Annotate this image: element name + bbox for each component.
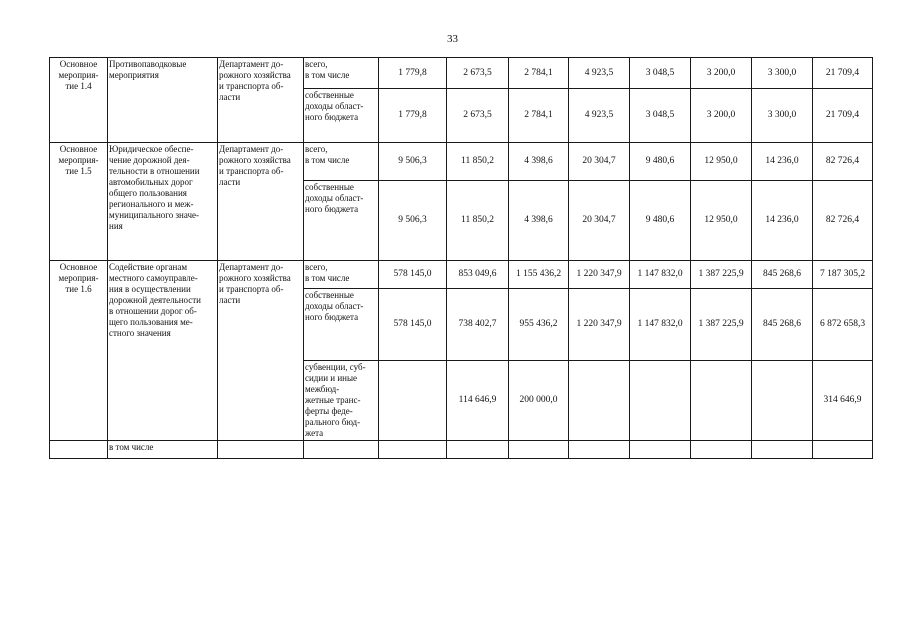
amount-cell: 7 187 305,2 (813, 261, 873, 289)
amount-cell: 1 220 347,9 (569, 289, 630, 361)
funding-source-cell: собственные доходы област- ного бюджета (304, 289, 379, 361)
funding-source-cell: собственные доходы област- ного бюджета (304, 89, 379, 143)
amount-cell (752, 441, 813, 459)
activity-name-cell: Юридическое обеспе- чение дорожной дея- тельности в отношении автомобильных дорог общего пользования регионального и меж- муниципального значе- ния (108, 143, 218, 261)
amount-cell: 578 145,0 (379, 261, 447, 289)
amount-cell: 1 220 347,9 (569, 261, 630, 289)
amount-cell: 20 304,7 (569, 181, 630, 261)
amount-cell: 9 506,3 (379, 143, 447, 181)
amount-cell: 1 147 832,0 (630, 289, 691, 361)
executor-cell: Департамент до- рожного хозяйства и транспорта об- ласти (218, 261, 304, 441)
amount-cell: 4 923,5 (569, 58, 630, 89)
amount-cell: 82 726,4 (813, 143, 873, 181)
funding-source-cell: собственные доходы област- ного бюджета (304, 181, 379, 261)
amount-cell (379, 361, 447, 441)
amount-cell: 9 480,6 (630, 143, 691, 181)
funding-source-cell: всего, в том числе (304, 58, 379, 89)
amount-cell (752, 361, 813, 441)
amount-cell: 3 200,0 (691, 58, 752, 89)
amount-cell (509, 441, 569, 459)
amount-cell: 11 850,2 (447, 181, 509, 261)
amount-cell: 14 236,0 (752, 143, 813, 181)
footer-executor-cell (218, 441, 304, 459)
budget-table (49, 57, 873, 459)
amount-cell: 21 709,4 (813, 58, 873, 89)
table-row (50, 143, 873, 181)
activity-code-cell: Основное мероприя- тие 1.6 (50, 261, 108, 441)
funding-source-cell: всего, в том числе (304, 143, 379, 181)
footer-code-cell (50, 441, 108, 459)
amount-cell: 1 147 832,0 (630, 261, 691, 289)
amount-cell: 21 709,4 (813, 89, 873, 143)
amount-cell: 853 049,6 (447, 261, 509, 289)
executor-cell: Департамент до- рожного хозяйства и транспорта об- ласти (218, 143, 304, 261)
amount-cell: 9 480,6 (630, 181, 691, 261)
amount-cell (569, 441, 630, 459)
amount-cell (379, 441, 447, 459)
amount-cell (447, 441, 509, 459)
amount-cell: 4 923,5 (569, 89, 630, 143)
amount-cell: 845 268,6 (752, 289, 813, 361)
amount-cell: 200 000,0 (509, 361, 569, 441)
table-row-footer (50, 441, 873, 459)
amount-cell (630, 361, 691, 441)
amount-cell: 2 673,5 (447, 58, 509, 89)
amount-cell: 1 387 225,9 (691, 261, 752, 289)
amount-cell (630, 441, 691, 459)
executor-cell: Департамент до- рожного хозяйства и транспорта об- ласти (218, 58, 304, 143)
amount-cell: 1 155 436,2 (509, 261, 569, 289)
amount-cell: 3 048,5 (630, 58, 691, 89)
amount-cell: 4 398,6 (509, 143, 569, 181)
amount-cell: 82 726,4 (813, 181, 873, 261)
amount-cell: 14 236,0 (752, 181, 813, 261)
amount-cell (813, 441, 873, 459)
amount-cell: 955 436,2 (509, 289, 569, 361)
activity-name-cell: Противопаводковые мероприятия (108, 58, 218, 143)
amount-cell: 9 506,3 (379, 181, 447, 261)
amount-cell: 845 268,6 (752, 261, 813, 289)
amount-cell: 578 145,0 (379, 289, 447, 361)
amount-cell: 1 779,8 (379, 58, 447, 89)
amount-cell (691, 361, 752, 441)
amount-cell: 3 300,0 (752, 89, 813, 143)
activity-name-cell: Содействие органам местного самоуправле- ния в осуществлении дорожной деятельности в отношении дорог об- щего пользования ме- стного значения (108, 261, 218, 441)
table-row (50, 261, 873, 289)
amount-cell: 3 300,0 (752, 58, 813, 89)
amount-cell: 11 850,2 (447, 143, 509, 181)
amount-cell: 3 200,0 (691, 89, 752, 143)
amount-cell: 1 387 225,9 (691, 289, 752, 361)
amount-cell: 2 673,5 (447, 89, 509, 143)
amount-cell: 6 872 658,3 (813, 289, 873, 361)
amount-cell: 314 646,9 (813, 361, 873, 441)
amount-cell: 2 784,1 (509, 58, 569, 89)
amount-cell: 12 950,0 (691, 181, 752, 261)
amount-cell: 2 784,1 (509, 89, 569, 143)
footer-name-cell: в том числе (108, 441, 218, 459)
activity-code-cell: Основное мероприя- тие 1.4 (50, 58, 108, 143)
footer-source-cell (304, 441, 379, 459)
amount-cell: 3 048,5 (630, 89, 691, 143)
amount-cell: 1 779,8 (379, 89, 447, 143)
amount-cell (691, 441, 752, 459)
funding-source-cell: субвенции, суб- сидии и иные межбюд- жетные транс- ферты феде- рального бюд- жета (304, 361, 379, 441)
amount-cell (569, 361, 630, 441)
table-row (50, 58, 873, 89)
amount-cell: 12 950,0 (691, 143, 752, 181)
amount-cell: 4 398,6 (509, 181, 569, 261)
amount-cell: 114 646,9 (447, 361, 509, 441)
activity-code-cell: Основное мероприя- тие 1.5 (50, 143, 108, 261)
amount-cell: 20 304,7 (569, 143, 630, 181)
funding-source-cell: всего, в том числе (304, 261, 379, 289)
amount-cell: 738 402,7 (447, 289, 509, 361)
page-number: 33 (447, 33, 458, 45)
